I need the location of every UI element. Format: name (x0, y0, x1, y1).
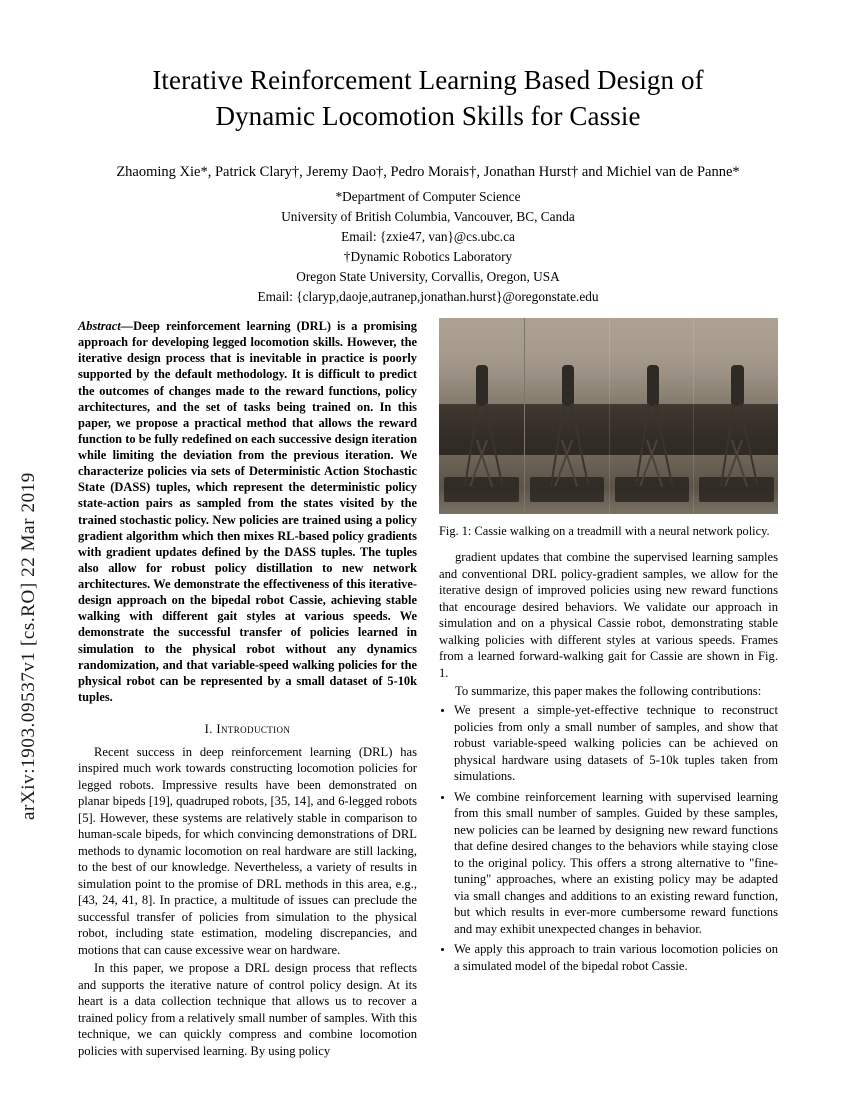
right-paragraph-1: gradient updates that combine the supervised learning samples and conventional DRL policy-gradient samples, we allow for the iterative design of improved policies using new reward functions that encourage desired behaviors. We validate our approach in simulation and on a physical Cassie robot, demonstrating stable walking policies with different styles at various speeds. Frames from a learned forward-walking gait for Cassie are shown in Fig. 1. (439, 550, 778, 680)
right-column (439, 318, 778, 1059)
affiliation-line: Email: {claryp,daoje,autranep,jonathan.hurst}@oregonstate.edu (257, 289, 599, 305)
affiliation-line: University of British Columbia, Vancouver, BC, Canda (281, 209, 575, 225)
right-paragraph-2: To summarize, this paper makes the following contributions: (455, 684, 762, 698)
author-list: Zhaoming Xie*, Patrick Clary†, Jeremy Dao†, Pedro Morais†, Jonathan Hurst† and Michiel van de Panne* (116, 164, 740, 181)
affiliation-line: Oregon State University, Corvallis, Oregon, USA (296, 269, 560, 285)
intro-paragraph-1: Recent success in deep reinforcement learning (DRL) has inspired much work towards constructing locomotion policies for legged robots. Impressive results have been demonstrated on planar bipeds [19], quadruped robots, [35, 14], and 6-legged robots [5]. However, these systems are relatively stable in comparison to human-scale bipeds, for which convincing demonstrations of DRL methods to dynamic locomotion on real hardware are still lacking, to the best of our knowledge. Nevertheless, a variety of results in simulation point to the promise of DRL methods in this area, e.g., [43, 24, 41, 8]. In practice, a multitude of issues can preclude the successful transfer of policies from simulation to the physical robot, including state estimation, modeling discrepancies, and motions that can cause excessive wear on hardware. (78, 745, 417, 957)
left-column (78, 318, 417, 1059)
abstract-label: Abstract— (78, 319, 134, 333)
abstract-text: Deep reinforcement learning (DRL) is a promising approach for developing legged locomotion skills. However, the iterative design process that is inevitable in practice is poorly supported by the default methodology. It is difficult to predict the outcomes of changes made to the reward functions, policy architectures, and the set of tasks being trained on. In this paper, we propose a practical method that allows the reward function to be fully redefined on each successive design iteration while limiting the deviation from the previous iteration. We characterize policies via sets of Deterministic Action Stochastic State (DASS) tuples, which represent the deterministic policy state-action pairs as sampled from the states visited by the trained stochastic policy. New policies are trained using a policy gradient algorithm which then mixes RL-based policy gradients with gradient updates defined by the DASS tuples. The tuples also allow for robust policy distillation to new network architectures. We demonstrate the effectiveness of this iterative-design approach on the bipedal robot Cassie, achieving stable walking with different gait styles at various speeds. We demonstrate the successful transfer of policies learned in simulation to the physical robot without any dynamics randomization, and that variable-speed walking policies for the physical robot can be represented by a small dataset of 5-10k tuples. (78, 319, 417, 704)
figure-1 (439, 318, 778, 539)
paper-header (78, 62, 778, 307)
figure-frame-3 (609, 318, 695, 514)
figure-1-image (439, 318, 778, 514)
list-item: • We apply this approach to train various locomotion policies on a simulated model of the bipedal robot Cassie. (454, 941, 778, 974)
figure-1-caption: Fig. 1: Cassie walking on a treadmill with a neural network policy. (439, 524, 770, 538)
page-title (78, 62, 778, 134)
contributions-list (439, 702, 778, 974)
title-line-1: Iterative Reinforcement Learning Based Design of (152, 65, 704, 95)
list-item: • We combine reinforcement learning with supervised learning from this small number of samples. Guided by these samples, new policies can be learned by designing new reward functions that define desired changes to the behaviors while staying close to the original policy. This offers a strong alternative to "fine-tuning" approaches, where an existing policy may be adapted via small changes and additions to an existing reward function, but which results in ever-more cumbersome reward functions and may exhibit unexpected changes in behavior. (454, 789, 778, 937)
affiliation-line: *Department of Computer Science (335, 189, 521, 205)
intro-paragraph-2: In this paper, we propose a DRL design process that reflects and supports the iterative nature of control policy design. At its heart is a data collection technique that allows us to recover a trained policy from a relatively small number of samples. With this technique, we can quickly compress and combine locomotion policies with supervised learning. By using policy (78, 961, 417, 1058)
arxiv-stamp: arXiv:1903.09537v1 [cs.RO] 22 Mar 2019 (18, 472, 39, 820)
abstract-block (78, 318, 417, 705)
list-item: • We present a simple-yet-effective technique to reconstruct policies from only a small number of samples, and show that robust variable-speed walking policies can be achieved on physical hardware using datasets of 5-10k tuples taken from simulations. (454, 702, 778, 784)
affiliation-block (78, 187, 778, 307)
section-heading-introduction: I. Introduction (204, 722, 291, 736)
figure-frame-2 (524, 318, 610, 514)
affiliation-line: †Dynamic Robotics Laboratory (343, 249, 513, 265)
figure-frame-1 (439, 318, 524, 514)
title-line-2: Dynamic Locomotion Skills for Cassie (215, 101, 641, 132)
affiliation-line: Email: {zxie47, van}@cs.ubc.ca (341, 229, 515, 245)
two-column-body (78, 318, 778, 1059)
figure-frame-4 (693, 318, 778, 514)
